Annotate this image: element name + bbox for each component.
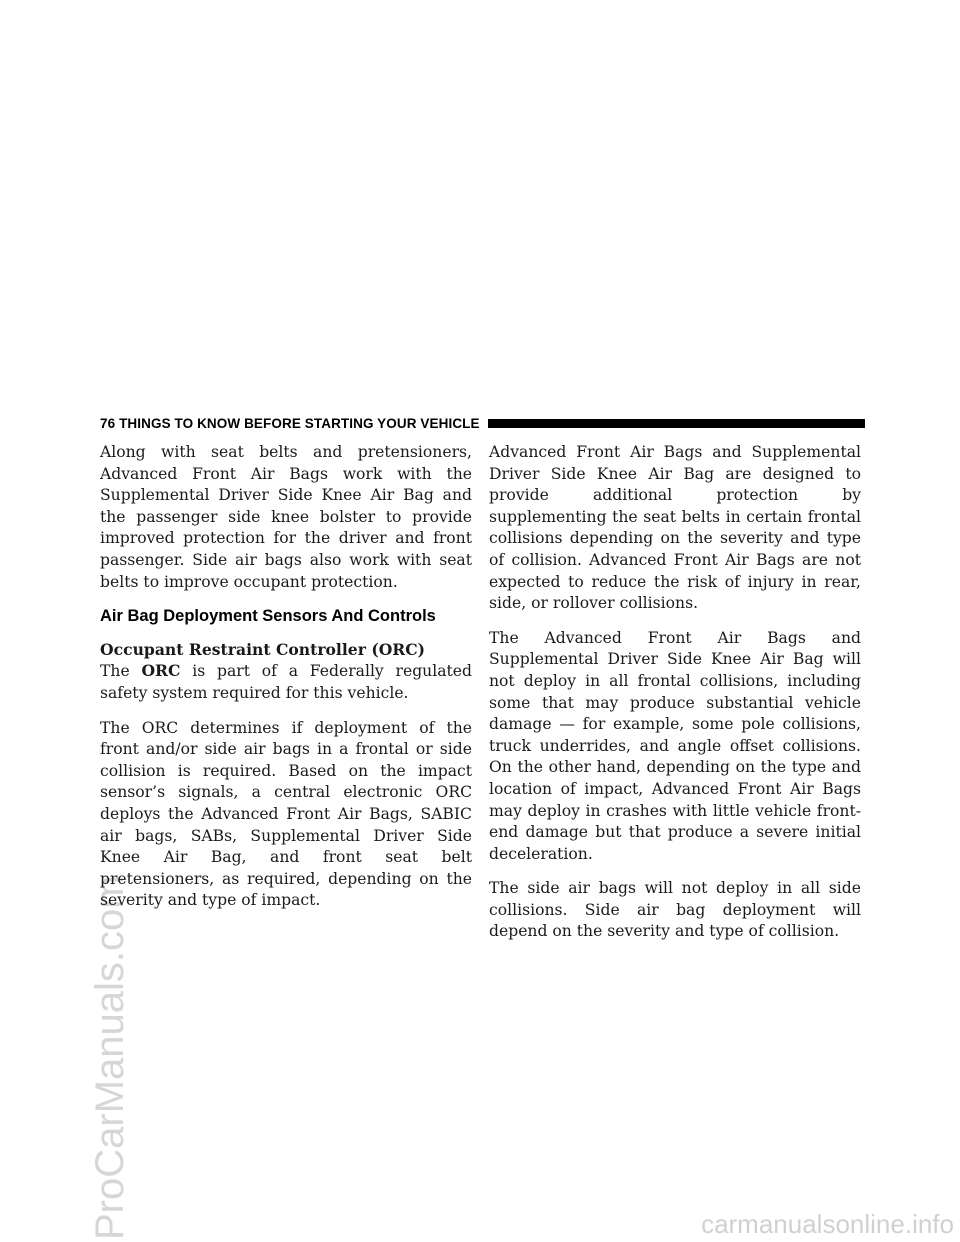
- side-watermark: ProCarManuals.com: [88, 875, 132, 1240]
- orc-text-post: is part of a Federally regulated safety system required for this vehicle.: [100, 662, 472, 702]
- intro-paragraph: Along with seat belts and pretensioners, Advanced Front Air Bags work with the Supplemental Driver Side Knee Air Bag and the passenger side knee bolster to provide improved protection for the driver and front passenger. Side air bags also work with seat belts to improve occupant protection.: [100, 443, 472, 591]
- page-header: [100, 413, 865, 433]
- left-column: [100, 442, 472, 925]
- header-rule: [488, 419, 865, 428]
- orc-text-pre: The: [100, 662, 142, 681]
- subsection-heading: Occupant Restraint Controller (ORC): [100, 639, 426, 659]
- orc-paragraph: [100, 660, 472, 704]
- orc-term: ORC: [141, 661, 181, 681]
- right-column: [489, 442, 861, 956]
- front-airbag-paragraph: Advanced Front Air Bags and Supplemental Driver Side Knee Air Bag are designed to provide additional protection by supplementing the seat belts in certain frontal collisions depending on the severity and type of collision. Advanced Front Air Bags are not expected to reduce the risk of injury in rear, side, or rollover collisions.: [489, 443, 861, 613]
- bottom-watermark: carmanualsonline.info: [701, 1209, 954, 1239]
- side-airbag-paragraph: The side air bags will not deploy in all side collisions. Side air bag deployment will depend on the severity and type of collision.: [489, 879, 861, 941]
- frontal-collision-paragraph: The Advanced Front Air Bags and Supplemental Driver Side Knee Air Bag will not deploy in all frontal collisions, including some that may produce substantial vehicle damage — for example, some pole collisions, truck underrides, and angle offset collisions. On the other hand, depending on the type and location of impact, Advanced Front Air Bags may deploy in crashes with little vehicle front-end damage but that produce a severe initial deceleration.: [489, 628, 861, 863]
- orc-deployment-paragraph: The ORC determines if deployment of the front and/or side air bags in a frontal or side collision is required. Based on the impact sensor’s signals, a central electronic ORC deploys the Advanced Front Air Bags, SABIC air bags, SABs, Supplemental Driver Side Knee Air Bag, and front seat belt pretensioners, as required, depending on the severity and type of impact.: [100, 718, 472, 910]
- section-heading: Air Bag Deployment Sensors And Controls: [100, 607, 436, 626]
- header-title: 76 THINGS TO KNOW BEFORE STARTING YOUR VEHICLE: [100, 415, 480, 431]
